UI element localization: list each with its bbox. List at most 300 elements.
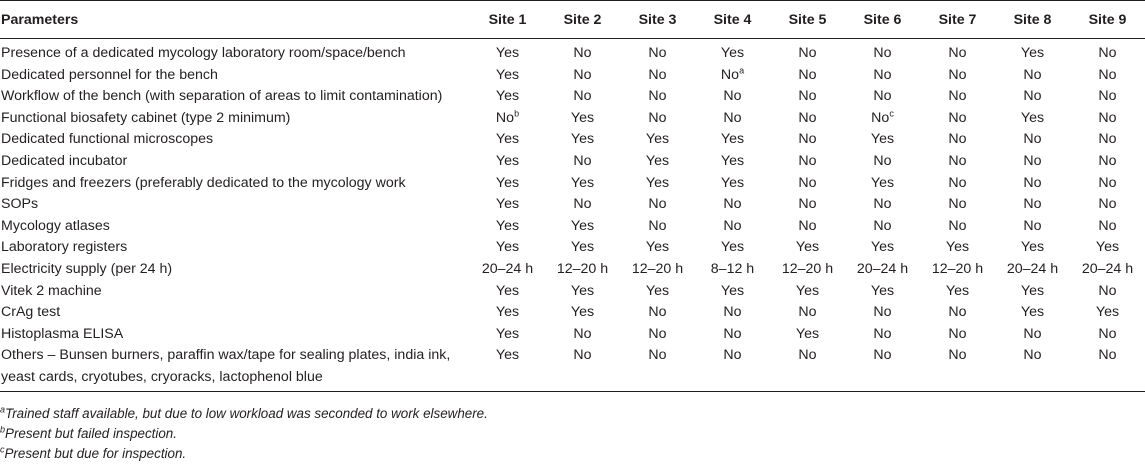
site-value-cell: [620, 259, 695, 281]
site-value-cell: [620, 237, 695, 259]
cell-value: Yes: [495, 196, 520, 213]
site-value-cell: [845, 302, 920, 324]
site-value-cell: [845, 259, 920, 281]
site-value-cell: [995, 281, 1070, 303]
site-value-cell: [470, 173, 545, 195]
cell-value: Yes: [1020, 282, 1045, 299]
cell-value: No: [948, 347, 967, 364]
cell-value: Yes: [570, 304, 595, 321]
cell-value: No: [648, 88, 667, 105]
site-value-cell: [920, 237, 995, 259]
site-value-cell: [695, 302, 770, 324]
site-value-cell: [545, 281, 620, 303]
cell-value: No: [573, 66, 592, 83]
site-value-cell: [995, 173, 1070, 195]
cell-value: Yes: [720, 152, 745, 169]
site-value-cell: [770, 129, 845, 151]
cell-value: No: [648, 347, 667, 364]
cell-value: No: [948, 325, 967, 342]
site-value-cell: [920, 302, 995, 324]
table-row: [0, 281, 1145, 303]
cell-value: Yes: [870, 131, 895, 148]
cell-value: Yes: [1020, 304, 1045, 321]
site-value-cell: [845, 151, 920, 173]
cell-value: No: [1098, 131, 1117, 148]
parameter-label: Presence of a dedicated mycology laboratory room/space/bench: [1, 45, 406, 61]
cell-value: No: [573, 196, 592, 213]
site-value-cell: [770, 302, 845, 324]
cell-value: Yes: [1095, 304, 1120, 321]
site-value-cell: [470, 259, 545, 281]
site-value-cell: [695, 39, 770, 65]
site-value-cell: [470, 151, 545, 173]
table-row: [0, 216, 1145, 238]
cell-value: 20–24 h: [856, 260, 909, 277]
cell-value: Yes: [570, 174, 595, 191]
site-value-cell: [695, 129, 770, 151]
site-value-cell: [1070, 302, 1145, 324]
site-value-cell: [545, 259, 620, 281]
site-value-cell: [470, 237, 545, 259]
cell-value: No: [1098, 45, 1117, 61]
cell-value: No: [648, 196, 667, 213]
site-value-cell: [695, 281, 770, 303]
site-value-cell: [620, 151, 695, 173]
cell-value: No: [573, 152, 592, 169]
site-value-cell: [695, 173, 770, 195]
cell-value: Yes: [720, 174, 745, 191]
site-value-cell: [620, 129, 695, 151]
parameter-label: Electricity supply (per 24 h): [1, 260, 173, 277]
site-value-cell: [995, 259, 1070, 281]
cell-value: Yes: [495, 174, 520, 191]
site-value-cell: [545, 216, 620, 238]
column-header-site-5: Site 5: [770, 1, 845, 39]
cell-value: No: [873, 304, 892, 321]
site-value-cell: [920, 151, 995, 173]
column-header-parameters: Parameters: [0, 1, 470, 39]
site-value-cell: [995, 237, 1070, 259]
site-value-cell: [695, 65, 770, 87]
cell-value: No: [573, 45, 592, 61]
site-value-cell: [620, 39, 695, 65]
table-row: [0, 173, 1145, 195]
site-value-cell: [845, 345, 920, 391]
site-value-cell: [845, 65, 920, 87]
table-row: [0, 151, 1145, 173]
site-value-cell: [920, 173, 995, 195]
site-value-cell: [470, 194, 545, 216]
site-value-cell: [770, 324, 845, 346]
site-value-cell: [995, 151, 1070, 173]
cell-value: Yes: [495, 66, 520, 83]
site-value-cell: [920, 259, 995, 281]
site-value-cell: [995, 302, 1070, 324]
site-value-cell: [845, 129, 920, 151]
site-value-cell: [545, 129, 620, 151]
column-header-site-1: Site 1: [470, 1, 545, 39]
site-value-cell: [695, 108, 770, 130]
cell-value: 8–12 h: [710, 260, 755, 277]
table-row: [0, 237, 1145, 259]
cell-value: No: [873, 325, 892, 342]
cell-value: 20–24 h: [1081, 260, 1134, 277]
cell-value: No: [948, 174, 967, 191]
cell-value: No: [648, 66, 667, 83]
site-value-cell: [545, 151, 620, 173]
cell-value: No: [1023, 88, 1042, 105]
site-value-cell: [620, 86, 695, 108]
site-value-cell: [620, 194, 695, 216]
cell-value: Yes: [570, 239, 595, 256]
cell-value: Yes: [495, 347, 520, 364]
parameter-label: Dedicated incubator: [1, 152, 128, 169]
site-value-cell: [620, 65, 695, 87]
table-row: [0, 108, 1145, 130]
cell-value: No: [798, 45, 817, 61]
site-value-cell: [620, 324, 695, 346]
site-value-cell: [920, 108, 995, 130]
site-value-cell: [695, 216, 770, 238]
cell-value: Yes: [570, 282, 595, 299]
table-row: [0, 302, 1145, 324]
site-value-cell: [845, 237, 920, 259]
cell-value: No: [948, 152, 967, 169]
cell-value: No: [873, 45, 892, 61]
cell-value: Yes: [495, 131, 520, 148]
cell-value: Yes: [1020, 239, 1045, 256]
table-row: [0, 345, 1145, 391]
footnote-c: [0, 444, 1145, 464]
site-value-cell: [1070, 259, 1145, 281]
site-value-cell: [695, 259, 770, 281]
site-value-cell: [845, 173, 920, 195]
site-value-cell: [1070, 108, 1145, 130]
cell-value: No: [873, 347, 892, 364]
cell-value: No: [1098, 196, 1117, 213]
table-row: [0, 194, 1145, 216]
cell-value: No: [573, 347, 592, 364]
site-value-cell: [920, 86, 995, 108]
cell-value: Yes: [720, 45, 745, 61]
site-value-cell: [995, 108, 1070, 130]
cell-value: Yes: [495, 282, 520, 299]
cell-value: Yes: [570, 131, 595, 148]
cell-value: Yes: [495, 239, 520, 256]
cell-value: No: [798, 347, 817, 364]
cell-value: No: [573, 88, 592, 105]
cell-value: 12–20 h: [631, 260, 684, 277]
parameter-label: Dedicated functional microscopes: [1, 131, 214, 148]
site-value-cell: [995, 129, 1070, 151]
column-header-site-6: Site 6: [845, 1, 920, 39]
cell-value: No: [1023, 66, 1042, 83]
cell-value: Yes: [720, 239, 745, 256]
site-value-cell: [995, 324, 1070, 346]
parameter-label: CrAg test: [1, 304, 61, 321]
cell-value: No: [871, 109, 890, 126]
cell-value: Yes: [495, 217, 520, 234]
site-value-cell: [470, 345, 545, 391]
site-value-cell: [620, 173, 695, 195]
site-value-cell: [695, 345, 770, 391]
cell-value: No: [648, 304, 667, 321]
cell-value: No: [948, 66, 967, 83]
parameter-label: Laboratory registers: [1, 239, 128, 256]
cell-value: No: [1098, 66, 1117, 83]
site-value-cell: [770, 86, 845, 108]
cell-value: No: [648, 217, 667, 234]
cell-value: No: [1098, 347, 1117, 364]
site-value-cell: [470, 216, 545, 238]
site-value-cell: [1070, 194, 1145, 216]
cell-value: No: [1098, 325, 1117, 342]
footnote-mark: a: [0, 404, 6, 415]
footnote-text: Present but failed inspection.: [5, 426, 177, 441]
cell-value: No: [1098, 152, 1117, 169]
parameter-label: SOPs: [1, 196, 39, 213]
cell-value: No: [798, 66, 817, 83]
site-value-cell: [770, 281, 845, 303]
footnote-marker: c: [889, 108, 894, 119]
cell-value: No: [1023, 217, 1042, 234]
site-value-cell: [770, 173, 845, 195]
parameter-label: Mycology atlases: [1, 217, 110, 234]
cell-value: No: [798, 109, 817, 126]
footnote-mark: b: [0, 424, 6, 435]
cell-value: 12–20 h: [781, 260, 834, 277]
cell-value: No: [723, 325, 742, 342]
site-value-cell: [995, 345, 1070, 391]
site-value-cell: [620, 302, 695, 324]
site-value-cell: [545, 86, 620, 108]
cell-value: No: [798, 196, 817, 213]
cell-value: Yes: [1095, 239, 1120, 256]
cell-value: No: [948, 217, 967, 234]
footnote-text: Present but due for inspection.: [4, 446, 187, 461]
cell-value: Yes: [1020, 45, 1045, 61]
footnotes: [0, 404, 1145, 464]
footnote-mark: c: [0, 444, 5, 455]
site-value-cell: [920, 345, 995, 391]
cell-value: No: [1023, 347, 1042, 364]
site-value-cell: [770, 259, 845, 281]
table-row: [0, 324, 1145, 346]
site-value-cell: [920, 65, 995, 87]
cell-value: Yes: [945, 239, 970, 256]
site-value-cell: [920, 129, 995, 151]
cell-value: No: [723, 196, 742, 213]
site-value-cell: [470, 129, 545, 151]
site-value-cell: [920, 39, 995, 65]
site-value-cell: [995, 216, 1070, 238]
cell-value: Yes: [720, 131, 745, 148]
site-value-cell: [1070, 216, 1145, 238]
site-value-cell: [1070, 237, 1145, 259]
cell-value: Yes: [495, 304, 520, 321]
site-value-cell: [620, 108, 695, 130]
footnote-a: [0, 404, 1145, 424]
parameter-label: Functional biosafety cabinet (type 2 minimum): [1, 109, 291, 126]
cell-value: No: [873, 196, 892, 213]
cell-value: No: [948, 109, 967, 126]
site-value-cell: [470, 39, 545, 65]
cell-value: Yes: [795, 239, 820, 256]
cell-value: No: [1023, 174, 1042, 191]
site-value-cell: [545, 324, 620, 346]
site-value-cell: [920, 194, 995, 216]
cell-value: No: [873, 88, 892, 105]
site-value-cell: [1070, 86, 1145, 108]
site-value-cell: [545, 108, 620, 130]
footnote-text: Trained staff available, but due to low workload was seconded to work elsewhere.: [5, 406, 488, 421]
cell-value: No: [723, 217, 742, 234]
cell-value: No: [1023, 325, 1042, 342]
cell-value: Yes: [645, 131, 670, 148]
site-value-cell: [995, 86, 1070, 108]
cell-value: Yes: [495, 325, 520, 342]
cell-value: Yes: [495, 45, 520, 61]
site-value-cell: [1070, 129, 1145, 151]
site-value-cell: [470, 108, 545, 130]
table-row: [0, 86, 1145, 108]
cell-value: No: [573, 325, 592, 342]
cell-value: No: [723, 88, 742, 105]
cell-value: Yes: [795, 282, 820, 299]
site-value-cell: [470, 86, 545, 108]
column-header-site-4: Site 4: [695, 1, 770, 39]
site-value-cell: [1070, 173, 1145, 195]
cell-value: 12–20 h: [931, 260, 984, 277]
footnote-b: [0, 424, 1145, 444]
site-value-cell: [695, 86, 770, 108]
cell-value: No: [798, 131, 817, 148]
table-row: [0, 129, 1145, 151]
site-value-cell: [545, 302, 620, 324]
column-header-site-2: Site 2: [545, 1, 620, 39]
table-body: [0, 39, 1145, 392]
column-header-site-8: Site 8: [995, 1, 1070, 39]
cell-value: No: [1023, 131, 1042, 148]
site-value-cell: [695, 324, 770, 346]
site-value-cell: [620, 345, 695, 391]
site-value-cell: [1070, 324, 1145, 346]
site-value-cell: [695, 237, 770, 259]
header-row: [0, 1, 1145, 39]
cell-value: Yes: [495, 88, 520, 105]
site-value-cell: [770, 151, 845, 173]
column-header-site-3: Site 3: [620, 1, 695, 39]
site-value-cell: [995, 194, 1070, 216]
cell-value: No: [948, 45, 967, 61]
column-header-site-7: Site 7: [920, 1, 995, 39]
cell-value: Yes: [645, 174, 670, 191]
site-value-cell: [545, 237, 620, 259]
table-header: [0, 1, 1145, 39]
footnote-marker: b: [514, 108, 520, 119]
cell-value: No: [798, 152, 817, 169]
cell-value: Yes: [645, 152, 670, 169]
cell-value: 20–24 h: [1006, 260, 1059, 277]
cell-value: No: [798, 174, 817, 191]
cell-value: Yes: [720, 282, 745, 299]
cell-value: No: [1098, 217, 1117, 234]
site-value-cell: [545, 39, 620, 65]
site-value-cell: [545, 345, 620, 391]
site-value-cell: [995, 39, 1070, 65]
site-value-cell: [920, 216, 995, 238]
site-value-cell: [770, 65, 845, 87]
cell-value: Yes: [1020, 109, 1045, 126]
site-value-cell: [770, 345, 845, 391]
site-value-cell: [920, 281, 995, 303]
site-value-cell: [470, 281, 545, 303]
site-value-cell: [995, 65, 1070, 87]
column-header-site-9: Site 9: [1070, 1, 1145, 39]
cell-value: No: [948, 88, 967, 105]
cell-value: No: [723, 347, 742, 364]
site-value-cell: [1070, 281, 1145, 303]
site-value-cell: [1070, 151, 1145, 173]
cell-value: No: [1098, 282, 1117, 299]
site-value-cell: [770, 108, 845, 130]
cell-value: Yes: [870, 282, 895, 299]
cell-value: No: [723, 304, 742, 321]
cell-value: Yes: [570, 217, 595, 234]
cell-value: No: [648, 45, 667, 61]
cell-value: No: [798, 217, 817, 234]
site-value-cell: [1070, 65, 1145, 87]
site-value-cell: [1070, 39, 1145, 65]
site-value-cell: [770, 39, 845, 65]
cell-value: No: [948, 304, 967, 321]
cell-value: No: [495, 109, 515, 126]
footnote-marker: a: [739, 64, 745, 75]
table-row: [0, 65, 1145, 87]
cell-value: No: [1098, 174, 1117, 191]
cell-value: No: [648, 109, 667, 126]
cell-value: No: [798, 88, 817, 105]
site-value-cell: [845, 108, 920, 130]
cell-value: No: [723, 109, 742, 126]
cell-value: No: [873, 217, 892, 234]
site-value-cell: [770, 216, 845, 238]
cell-value: No: [1023, 196, 1042, 213]
site-value-cell: [845, 281, 920, 303]
cell-value: 20–24 h: [481, 260, 534, 277]
table-row: [0, 259, 1145, 281]
cell-value: Yes: [945, 282, 970, 299]
cell-value: Yes: [795, 325, 820, 342]
site-value-cell: [770, 194, 845, 216]
parameter-label: Histoplasma ELISA: [1, 325, 124, 342]
cell-value: Yes: [870, 174, 895, 191]
site-value-cell: [470, 324, 545, 346]
cell-value: No: [1098, 88, 1117, 105]
site-value-cell: [545, 194, 620, 216]
cell-value: Yes: [570, 109, 595, 126]
cell-value: No: [873, 152, 892, 169]
cell-value: No: [948, 131, 967, 148]
parameter-label: Others – Bunsen burners, paraffin wax/tape for sealing plates, india ink, yeast cards, cryotubes, cryoracks, lactophenol blue: [0, 345, 470, 391]
site-value-cell: [470, 65, 545, 87]
parameter-label: Workflow of the bench (with separation of areas to limit contamination): [1, 88, 443, 105]
site-value-cell: [695, 194, 770, 216]
cell-value: Yes: [870, 239, 895, 256]
cell-value: Yes: [645, 282, 670, 299]
site-value-cell: [620, 216, 695, 238]
site-value-cell: [845, 324, 920, 346]
